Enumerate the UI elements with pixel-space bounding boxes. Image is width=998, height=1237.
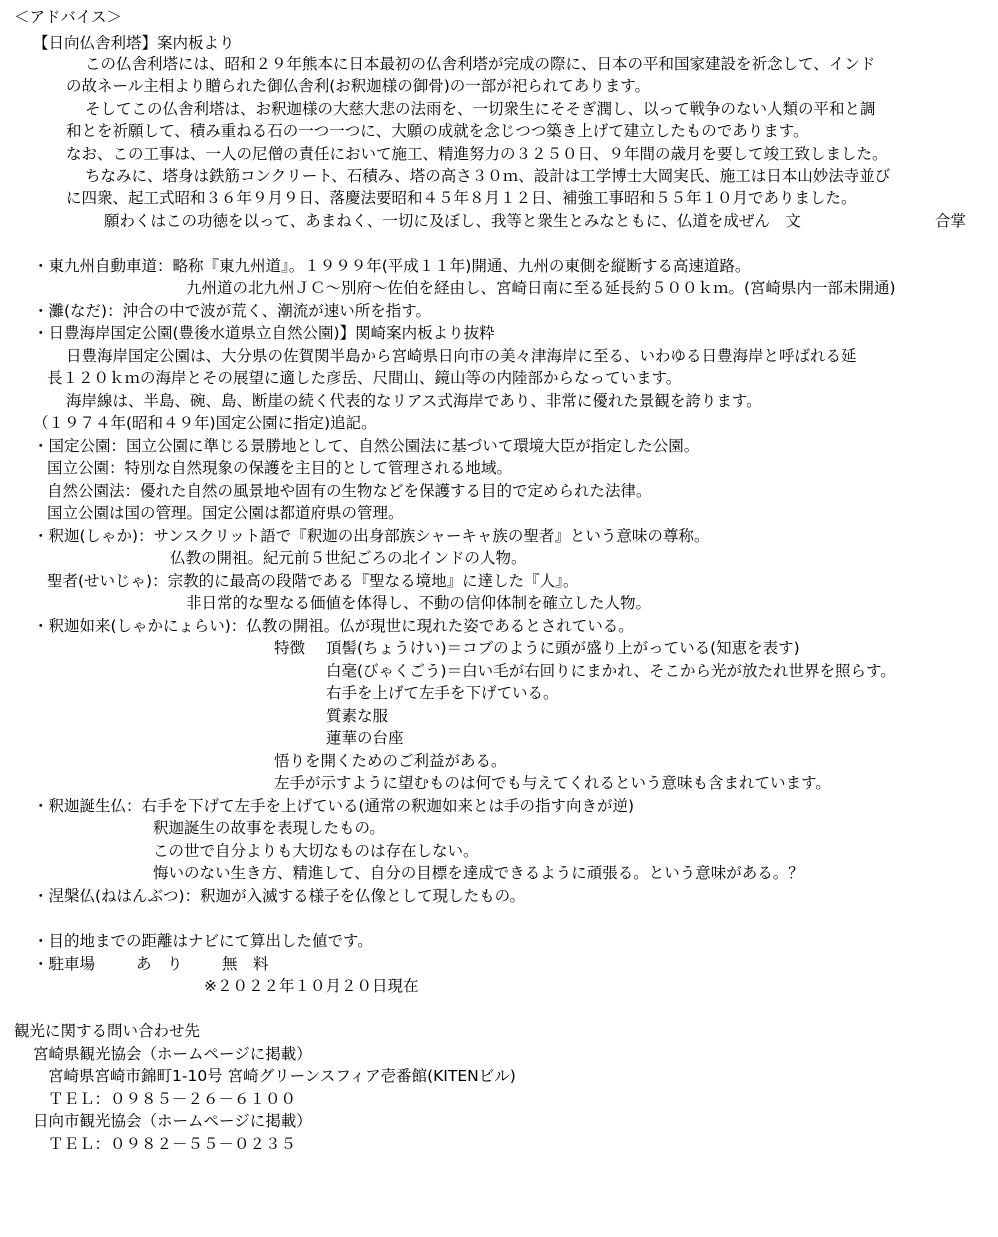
shaka-entry: ・釈迦(しゃか)：サンスクリット語で『釈迦の出身部族シャーキャ族の聖者』という意味の尊称。 [33, 527, 710, 545]
parking-availability: あ り [136, 955, 183, 973]
nyorai-left-hand-meaning: 左手が示すように望むものは何でも与えてくれるという意味も含まれています。 [274, 774, 831, 792]
distance-note: ・目的地までの距離はナビにて算出した値です。 [33, 932, 373, 950]
stupa-source-title: 【日向仏舎利塔】案内板より [33, 34, 235, 52]
contact-title: 観光に関する問い合わせ先 [14, 1022, 201, 1040]
nyorai-feature: 質素な服 [326, 707, 389, 725]
parking-fee: 無 料 [222, 955, 269, 973]
shaka-nyorai-entry: ・釈迦如来(しゃかにょらい)：仏教の開祖。仏が現世に現れた姿であるとされている。 [33, 617, 634, 635]
stupa-closing-line: 願わくはこの功徳を以って、あまねく、一切に及ぼし、我等と衆生とみなともに、仏道を成ぜん 文 [104, 212, 801, 230]
seija-entry: 聖者(せいじゃ)：宗教的に最高の段階である『聖なる境地』に達した『人』。 [47, 572, 579, 590]
park-text-line: 海岸線は、半島、碗、島、断崖の続く代表的なリアス式海岸であり、非常に優れた景観を誇ります。 [66, 392, 762, 410]
expressway-route: 九州道の北九州ＪＣ～別府～佐伯を経由し、宮崎日南に至る延長約５００ｋｍ。(宮崎県内一部未開通) [186, 279, 896, 297]
stupa-text-line: 和とを祈願して、積み重ねる石の一つ一つに、大願の成就を念じつつ築き上げて建立したものであります。 [66, 122, 809, 140]
natural-park-law-definition: 自然公園法：優れた自然の風景地や固有の生物などを保護する目的で定められた法律。 [47, 482, 652, 500]
stupa-text-line: ちなみに、塔身は鉄筋コンクリート、石積み、塔の高さ３０ｍ、設計は工学博士大岡実氏、施工は日本山妙法寺並び [85, 167, 891, 185]
stupa-gassho: 合掌 [935, 212, 967, 230]
hyuga-phone: ＴＥＬ：０９８２－５５－０２３５ [48, 1135, 297, 1153]
nyorai-feature: 右手を上げて左手を下げている。 [326, 684, 559, 702]
nehanbutsu-entry: ・涅槃仏(ねはんぶつ)：釈迦が入滅する様子を仏像として現したもの。 [33, 887, 525, 905]
tanjobutsu-entry: ・釈迦誕生仏：右手を下げて左手を上げている(通常の釈迦如来とは手の指す向きが逆) [33, 797, 635, 815]
stupa-text-line: この仏舎利塔には、昭和２９年熊本に日本最初の仏舎利塔が完成の際に、日本の平和国家建設を祈念して、インド [85, 55, 876, 73]
quasi-national-park-entry: ・国定公園：国立公園に準じる景勝地として、自然公園法に基づいて環境大臣が指定した公園。 [33, 437, 700, 455]
stupa-text-line: そしてこの仏舎利塔は、お釈迦様の大慈大悲の法雨を、一切衆生にそそぎ潤し、以って戦争のない人類の平和と調 [85, 100, 876, 118]
national-park-definition: 国立公園：特別な自然現象の保護を主目的として管理される地域。 [47, 459, 513, 477]
expressway-entry: ・東九州自動車道：略称『東九州道』。１９９９年(平成１１年)開通、九州の東側を縦断する高速道路。 [33, 257, 751, 275]
nyorai-feature: 頂髻(ちょうけい)＝コブのように頭が盛り上がっている(知恵を表す) [326, 639, 800, 657]
miyazaki-phone: ＴＥＬ：０９８５－２６－６１００ [48, 1090, 297, 1108]
miyazaki-tourism-association: 宮崎県観光協会（ホームページに掲載） [33, 1045, 312, 1063]
hyuga-tourism-association: 日向市観光協会（ホームページに掲載） [33, 1112, 312, 1130]
stupa-text-line: なお、この工事は、一人の尼僧の責任において施工、精進努力の３２５０日、９年間の歳月を要して竣工致しました。 [66, 145, 888, 163]
tanjobutsu-detail: 悔いのない生き方、精進して、自分の目標を達成できるように頑張る。という意味がある。？ [153, 864, 804, 882]
nada-entry: ・灘(なだ)：沖合の中で波が荒く、潮流が速い所を指す。 [33, 302, 432, 320]
tanjobutsu-detail: 釈迦誕生の故事を表現したもの。 [153, 819, 385, 837]
advice-heading: ＜アドバイス＞ [14, 8, 123, 26]
as-of-date: ※２０２２年１０月２０日現在 [204, 977, 419, 995]
park-text-line: 日豊海岸国定公園は、大分県の佐賀関半島から宮崎県日向市の美々津海岸に至る、いわゆる日豊海岸と呼ばれる延 [66, 347, 857, 365]
stupa-text-line: に四衆、起工式昭和３６年９月９日、落慶法要昭和４５年８月１２日、補強工事昭和５５年１０月でありました。 [66, 189, 857, 207]
tanjobutsu-detail: この世で自分よりも大切なものは存在しない。 [153, 842, 479, 860]
shaka-detail: 仏教の開祖。紀元前５世紀ごろの北インドの人物。 [170, 549, 527, 567]
seija-detail: 非日常的な聖なる価値を体得し、不動の信仰体制を確立した人物。 [186, 594, 652, 612]
nyorai-features-label: 特徴 [274, 639, 306, 657]
nyorai-feature: 蓮華の台座 [326, 729, 404, 747]
nyorai-feature: 白毫(びゃくごう)＝白い毛が右回りにまかれ、そこから光が放たれ世界を照らす。 [326, 662, 896, 680]
park-text-line: （１９７４年(昭和４９年)国定公園に指定)追記。 [33, 414, 377, 432]
stupa-text-line: の故ネール主相より贈られた御仏舎利(お釈迦様の御骨)の一部が祀られてあります。 [66, 77, 651, 95]
parking-label: ・駐車場 [33, 955, 96, 973]
park-title: ・日豊海岸国定公園(豊後水道県立自然公園)】関崎案内板より抜粋 [33, 324, 495, 342]
miyazaki-address: 宮崎県宮崎市錦町1-10号 宮崎グリーンスフィア壱番館(KITENビル) [48, 1067, 516, 1085]
park-text-line: 長１２０ｋｍの海岸とその展望に適した彦岳、尺間山、鏡山等の内陸部からなっています。 [47, 369, 682, 387]
nyorai-benefit: 悟りを開くためのご利益がある。 [274, 752, 507, 770]
park-management-note: 国立公園は国の管理。国定公園は都道府県の管理。 [47, 504, 404, 522]
